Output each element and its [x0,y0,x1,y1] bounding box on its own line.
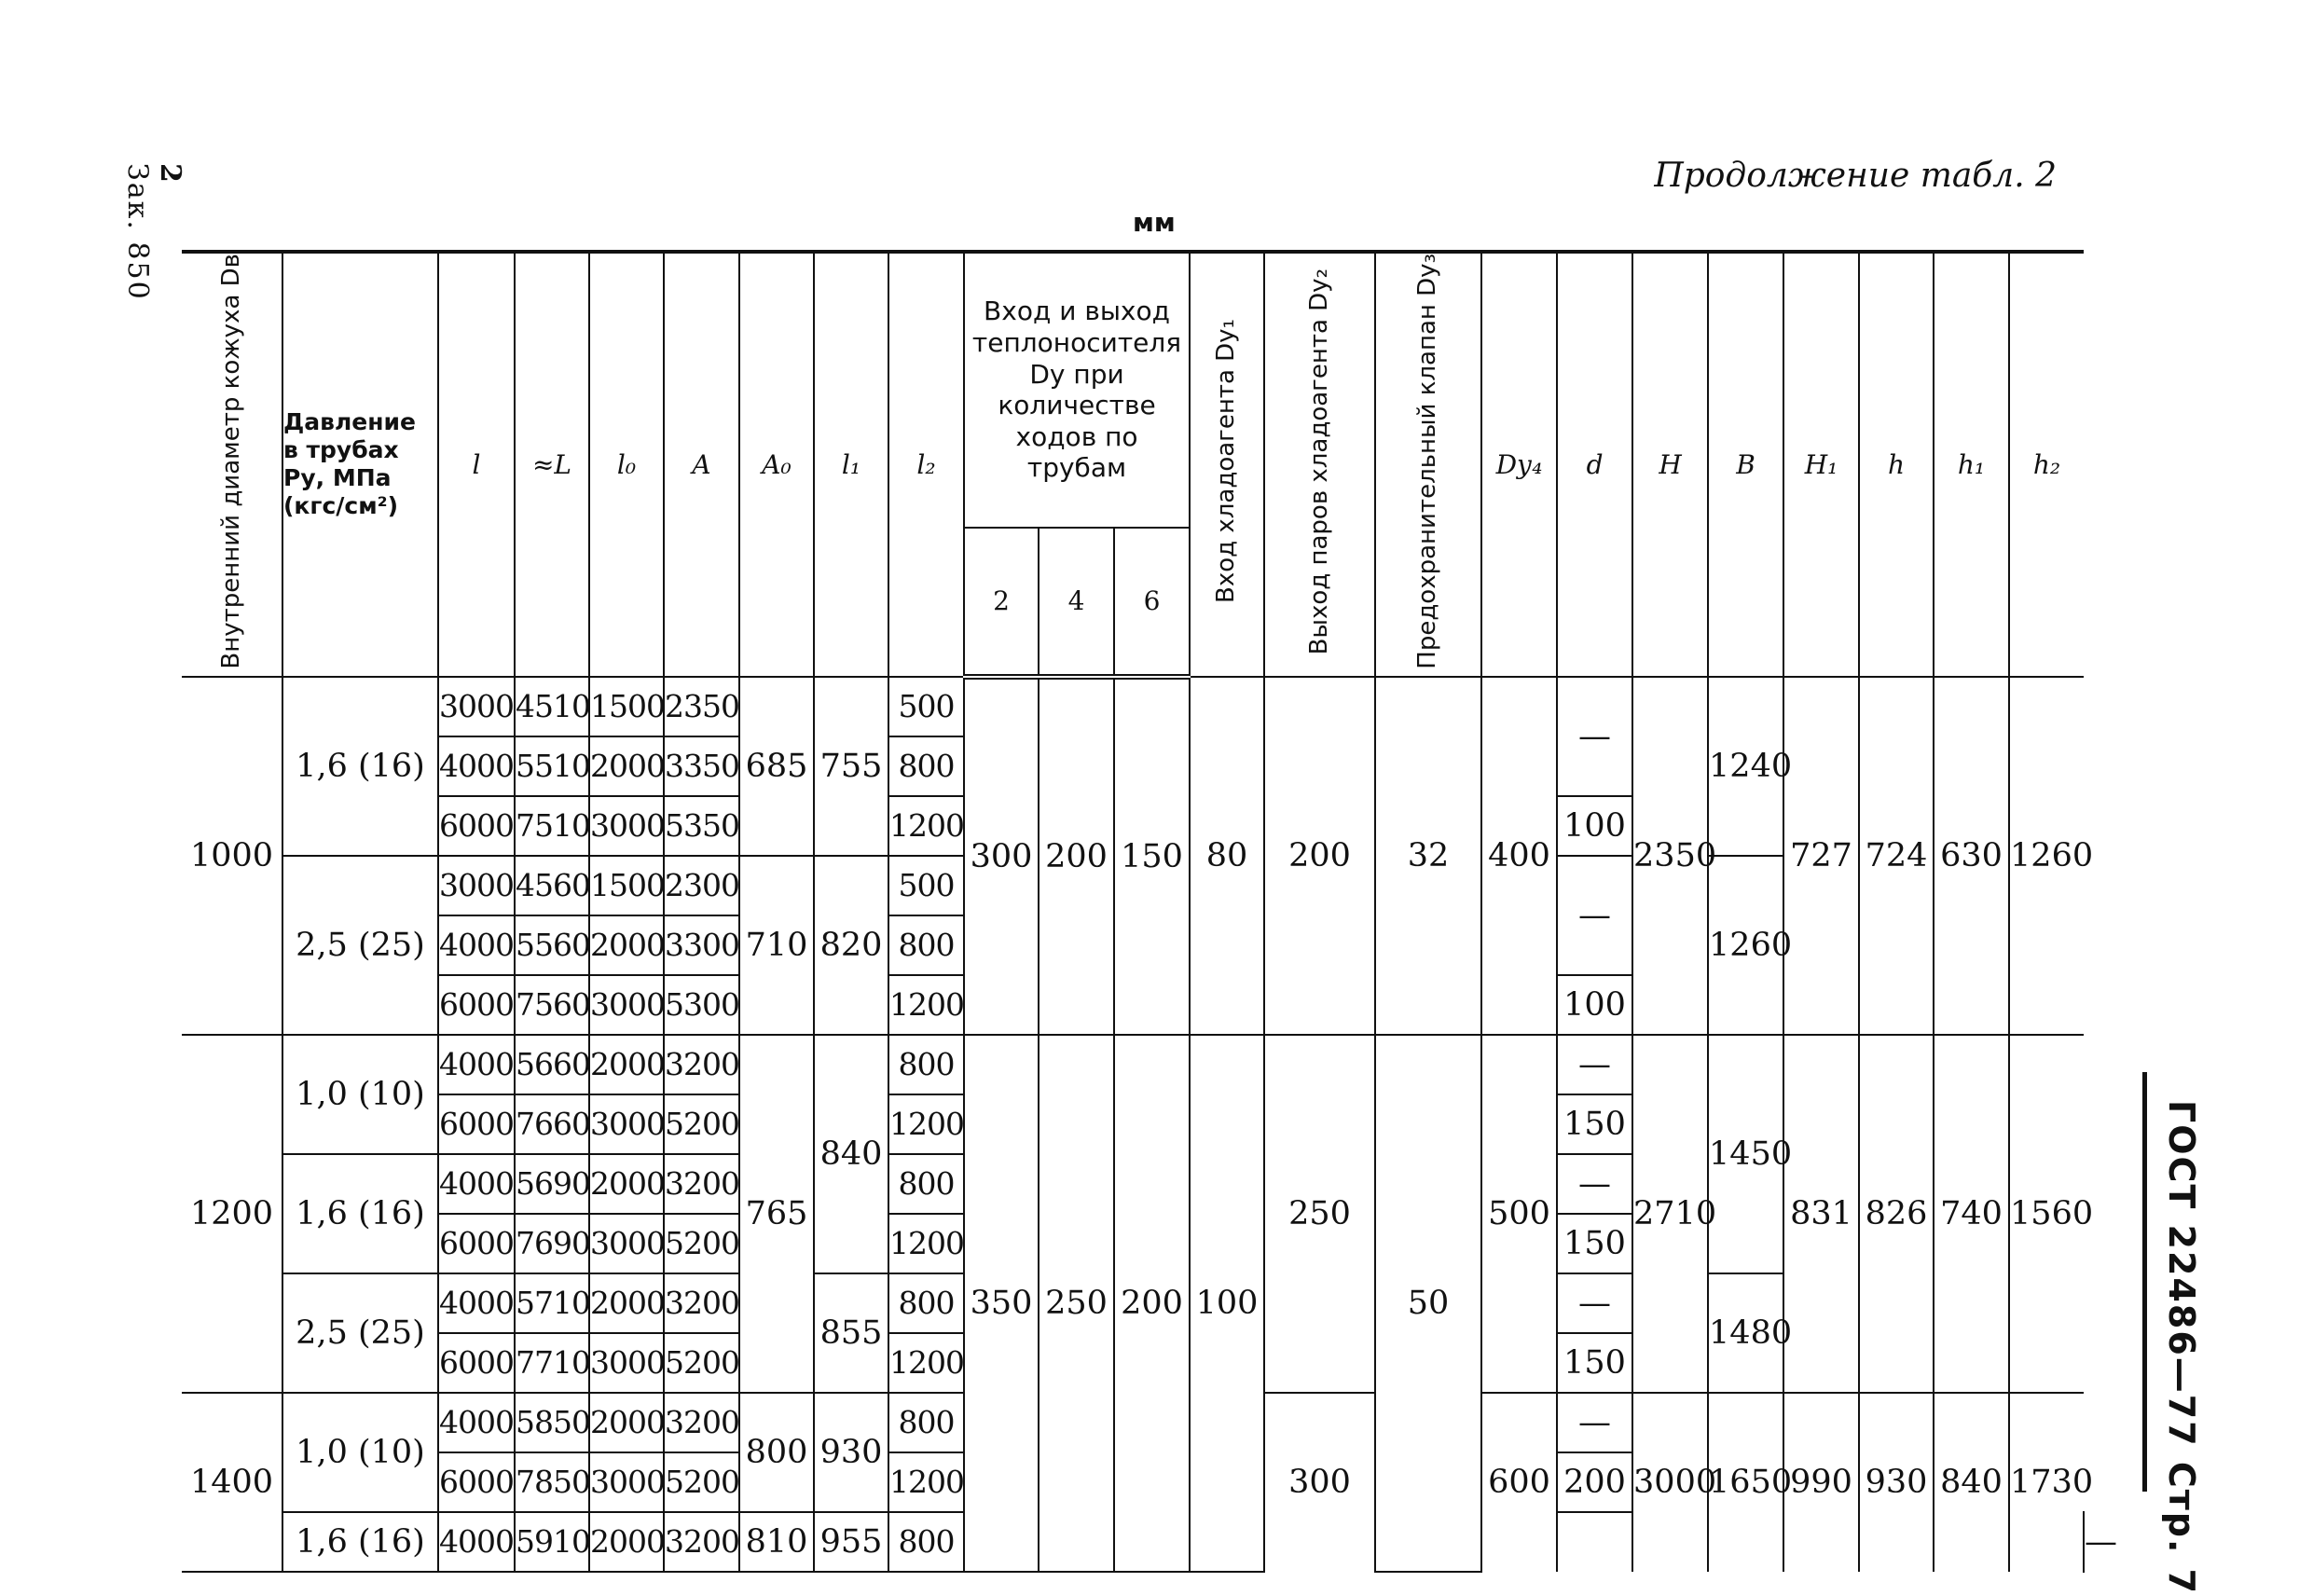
cell-A: 3200 [664,1035,739,1094]
cell-l: 4000 [438,736,515,796]
cell-H1: 831 [1783,1035,1859,1393]
header-d: d [1557,252,1632,677]
cell-l: 4000 [438,1273,515,1333]
cell-l0: 3000 [589,1094,664,1154]
cell-pressure: 2,5 (25) [282,856,438,1035]
cell-A: 3200 [664,1273,739,1333]
cell-d: 150 [1557,1333,1632,1393]
header-dy-group: Вход и выход теплоносителя Dу при количестве ходов по трубам [964,252,1190,528]
cell-h: 826 [1859,1035,1934,1393]
cell-h: 724 [1859,677,1934,1035]
cell-l0: 2000 [589,915,664,975]
cell-B: 1260 [1708,856,1783,1035]
cell-A: 5300 [664,975,739,1035]
cell-d: — [1557,1035,1632,1094]
cell-A: 5200 [664,1452,739,1512]
cell-d: — [1557,856,1632,975]
cell-d: — [1557,1273,1632,1333]
cell-l: 4000 [438,1393,515,1452]
header-l1: l₁ [814,252,888,677]
cell-A: 5200 [664,1094,739,1154]
cell-dy1: 80 [1190,677,1264,1035]
cell-L: 5510 [515,736,589,796]
cell-pressure: 1,6 (16) [282,677,438,856]
standard-rule [2142,1072,2147,1492]
cell-B: 1450 [1708,1035,1783,1273]
header-h: h [1859,252,1934,677]
cell-d: 100 [1557,796,1632,856]
cell-H1: 727 [1783,677,1859,1035]
cell-l2: 1200 [888,1214,964,1273]
cell-l2: 800 [888,1512,964,1572]
cell-L: 7510 [515,796,589,856]
cell-dy2: 200 [1264,677,1375,1035]
cell-L: 5910 [515,1512,589,1572]
cell-l0: 2000 [589,1154,664,1214]
cell-l2: 500 [888,856,964,915]
cell-L: 5660 [515,1035,589,1094]
header-L: ≈L [515,252,589,677]
cell-dy2: 300 [1264,1393,1375,1572]
cell-dy-2 [1557,1512,1632,1572]
cell-L: 5560 [515,915,589,975]
cell-L: 4510 [515,677,589,736]
cell-l0: 3000 [589,975,664,1035]
cell-L: 4560 [515,856,589,915]
header-inner-diameter: Внутренний диаметр кожуха Dв [182,252,282,677]
cell-B: 1650 [1708,1393,1783,1572]
header-h1: h₁ [1934,252,2009,677]
header-pressure: Давление в трубах Pу, МПа (кгс/см²) [282,252,438,677]
page-number-left: 2 [154,163,186,185]
cell-h1: 740 [1934,1035,2009,1393]
cell-h2: 1260 [2009,677,2084,1035]
cell-l1: 820 [814,856,888,1035]
cell-l: 6000 [438,796,515,856]
header-dy-2: 2 [964,528,1039,677]
cell-l: 4000 [438,1035,515,1094]
cell-l1: 930 [814,1393,888,1512]
table-row [182,1035,2084,1094]
cell-dy-6: 150 [1114,677,1190,1035]
cell-L: 7710 [515,1333,589,1393]
cell-A0: 685 [739,677,814,856]
cell-pressure: 1,6 (16) [282,1154,438,1273]
cell-l2: 800 [888,915,964,975]
header-dy-6: 6 [1114,528,1190,677]
cell-d: 200 [1557,1452,1632,1512]
cell-dv: 1400 [182,1393,282,1572]
cell-d: — [1557,1393,1632,1452]
cell-l0: 1500 [589,677,664,736]
cell-L: 5690 [515,1154,589,1214]
cell-l: 6000 [438,1094,515,1154]
order-number: Зак. 850 [121,163,154,301]
cell-L: 7690 [515,1214,589,1273]
cell-l2: 500 [888,677,964,736]
cell-l2: 1200 [888,1094,964,1154]
cell-l2: 800 [888,1154,964,1214]
cell-L: 7660 [515,1094,589,1154]
cell-h2: 1560 [2009,1035,2084,1393]
cell-A: 5200 [664,1214,739,1273]
cell-H1: 990 [1783,1393,1859,1572]
cell-l0: 2000 [589,736,664,796]
cell-l0: 3000 [589,1333,664,1393]
cell-l2: 800 [888,1035,964,1094]
cell-A: 5200 [664,1333,739,1393]
cell-A: 2300 [664,856,739,915]
cell-A: 3350 [664,736,739,796]
cell-dy3: 32 [1375,677,1481,1035]
cell-h1: 840 [1934,1393,2009,1572]
cell-dy-4: 200 [1039,677,1114,1035]
header-h2: h₂ [2009,252,2084,677]
cell-d: 150 [1557,1094,1632,1154]
cell-l1: 840 [814,1035,888,1273]
cell-L: 7850 [515,1452,589,1512]
cell-l0: 1500 [589,856,664,915]
cell-l2: 1200 [888,1452,964,1512]
header-l: l [438,252,515,677]
cell-pressure: 1,0 (10) [282,1393,438,1512]
unit-label: мм [1133,207,1176,238]
cell-l2: 800 [888,736,964,796]
cell-A0: 710 [739,856,814,1035]
cell-H: 3000 [1632,1393,1708,1572]
cell-L: 5710 [515,1273,589,1333]
cell-pressure: 1,0 (10) [282,1035,438,1154]
cell-l0: 3000 [589,1214,664,1273]
cell-l: 6000 [438,1333,515,1393]
cell-dy1: 100 [1190,1035,1264,1572]
table-continuation-title: Продолжение табл. 2 [1654,157,2057,195]
cell-A0: 810 [739,1512,814,1572]
cell-dv: 1200 [182,1035,282,1393]
cell-dy-2: 350 [964,1035,1039,1572]
cell-l2: 800 [888,1393,964,1452]
cell-l1: 955 [814,1512,888,1572]
cell-h2: 1730 [2009,1393,2084,1572]
header-dy-4: 4 [1039,528,1114,677]
cell-A: 5350 [664,796,739,856]
cell-l: 6000 [438,975,515,1035]
cell-L: 5850 [515,1393,589,1452]
cell-d: — [1557,1154,1632,1214]
cell-l: 3000 [438,856,515,915]
cell-l2: 1200 [888,975,964,1035]
cell-A: 2350 [664,677,739,736]
cell-d: — [1557,677,1632,796]
header-B: B [1708,252,1783,677]
cell-l: 6000 [438,1214,515,1273]
header-dy2: Выход паров хладоагента Dу₂ [1264,252,1375,677]
header-l0: l₀ [589,252,664,677]
cell-B: 1480 [1708,1273,1783,1393]
cell-l0: 3000 [589,1452,664,1512]
cell-A: 3200 [664,1393,739,1452]
cell-l2: 1200 [888,1333,964,1393]
cell-B: 1240 [1708,677,1783,856]
cell-dy3: 50 [1375,1035,1481,1572]
cell-pressure: 2,5 (25) [282,1273,438,1393]
cell-h: 930 [1859,1393,1934,1572]
header-dy1: Вход хладоагента Dу₁ [1190,252,1264,677]
cell-dy2: 250 [1264,1035,1375,1393]
header-H: H [1632,252,1708,677]
cell-l: 4000 [438,915,515,975]
header-dy4: Dу₄ [1481,252,1557,677]
cell-l2: 1200 [888,796,964,856]
cell-A0: 800 [739,1393,814,1512]
cell-d: 100 [1557,975,1632,1035]
cell-l: 4000 [438,1512,515,1572]
cell-A0: 765 [739,1035,814,1393]
cell-dy-6: 200 [1114,1035,1190,1572]
header-H1: H₁ [1783,252,1859,677]
cell-L: 7560 [515,975,589,1035]
cell-A: 3200 [664,1512,739,1572]
cell-l0: 2000 [589,1393,664,1452]
table-row: 1,6 (16) 4000 5910 2000 3200 810 955 800 — [182,1512,2084,1572]
cell-A: 3200 [664,1154,739,1214]
cell-dy-4: 250 [1039,1035,1114,1572]
cell-l1: 855 [814,1273,888,1393]
header-A0: A₀ [739,252,814,677]
cell-l: 4000 [438,1154,515,1214]
left-margin-notes [121,163,186,301]
cell-l1: 755 [814,677,888,856]
cell-l0: 3000 [589,796,664,856]
cell-h1: 630 [1934,677,2009,1035]
cell-dy4: 500 [1481,1035,1557,1393]
cell-pressure: 1,6 (16) [282,1512,438,1572]
table-row [182,677,2084,736]
standard-reference: ГОСТ 22486—77 Стр. 7 [2161,1100,2202,1596]
header-l2: l₂ [888,252,964,677]
cell-l0: 2000 [589,1273,664,1333]
cell-l2: 800 [888,1273,964,1333]
cell-l: 3000 [438,677,515,736]
cell-l0: 2000 [589,1512,664,1572]
cell-dy-2: 300 [964,677,1039,1035]
cell-H: 2350 [1632,677,1708,1035]
dimensions-table [182,250,2118,1573]
cell-H: 2710 [1632,1035,1708,1393]
header-dy3: Предохранительный клапан Dу₃ [1375,252,1481,677]
cell-A: 3300 [664,915,739,975]
cell-l: 6000 [438,1452,515,1512]
cell-dy4: 600 [1481,1393,1557,1572]
header-A: A [664,252,739,677]
cell-dv: 1000 [182,677,282,1035]
cell-dy4: 400 [1481,677,1557,1035]
cell-d: 150 [1557,1214,1632,1273]
cell-l0: 2000 [589,1035,664,1094]
